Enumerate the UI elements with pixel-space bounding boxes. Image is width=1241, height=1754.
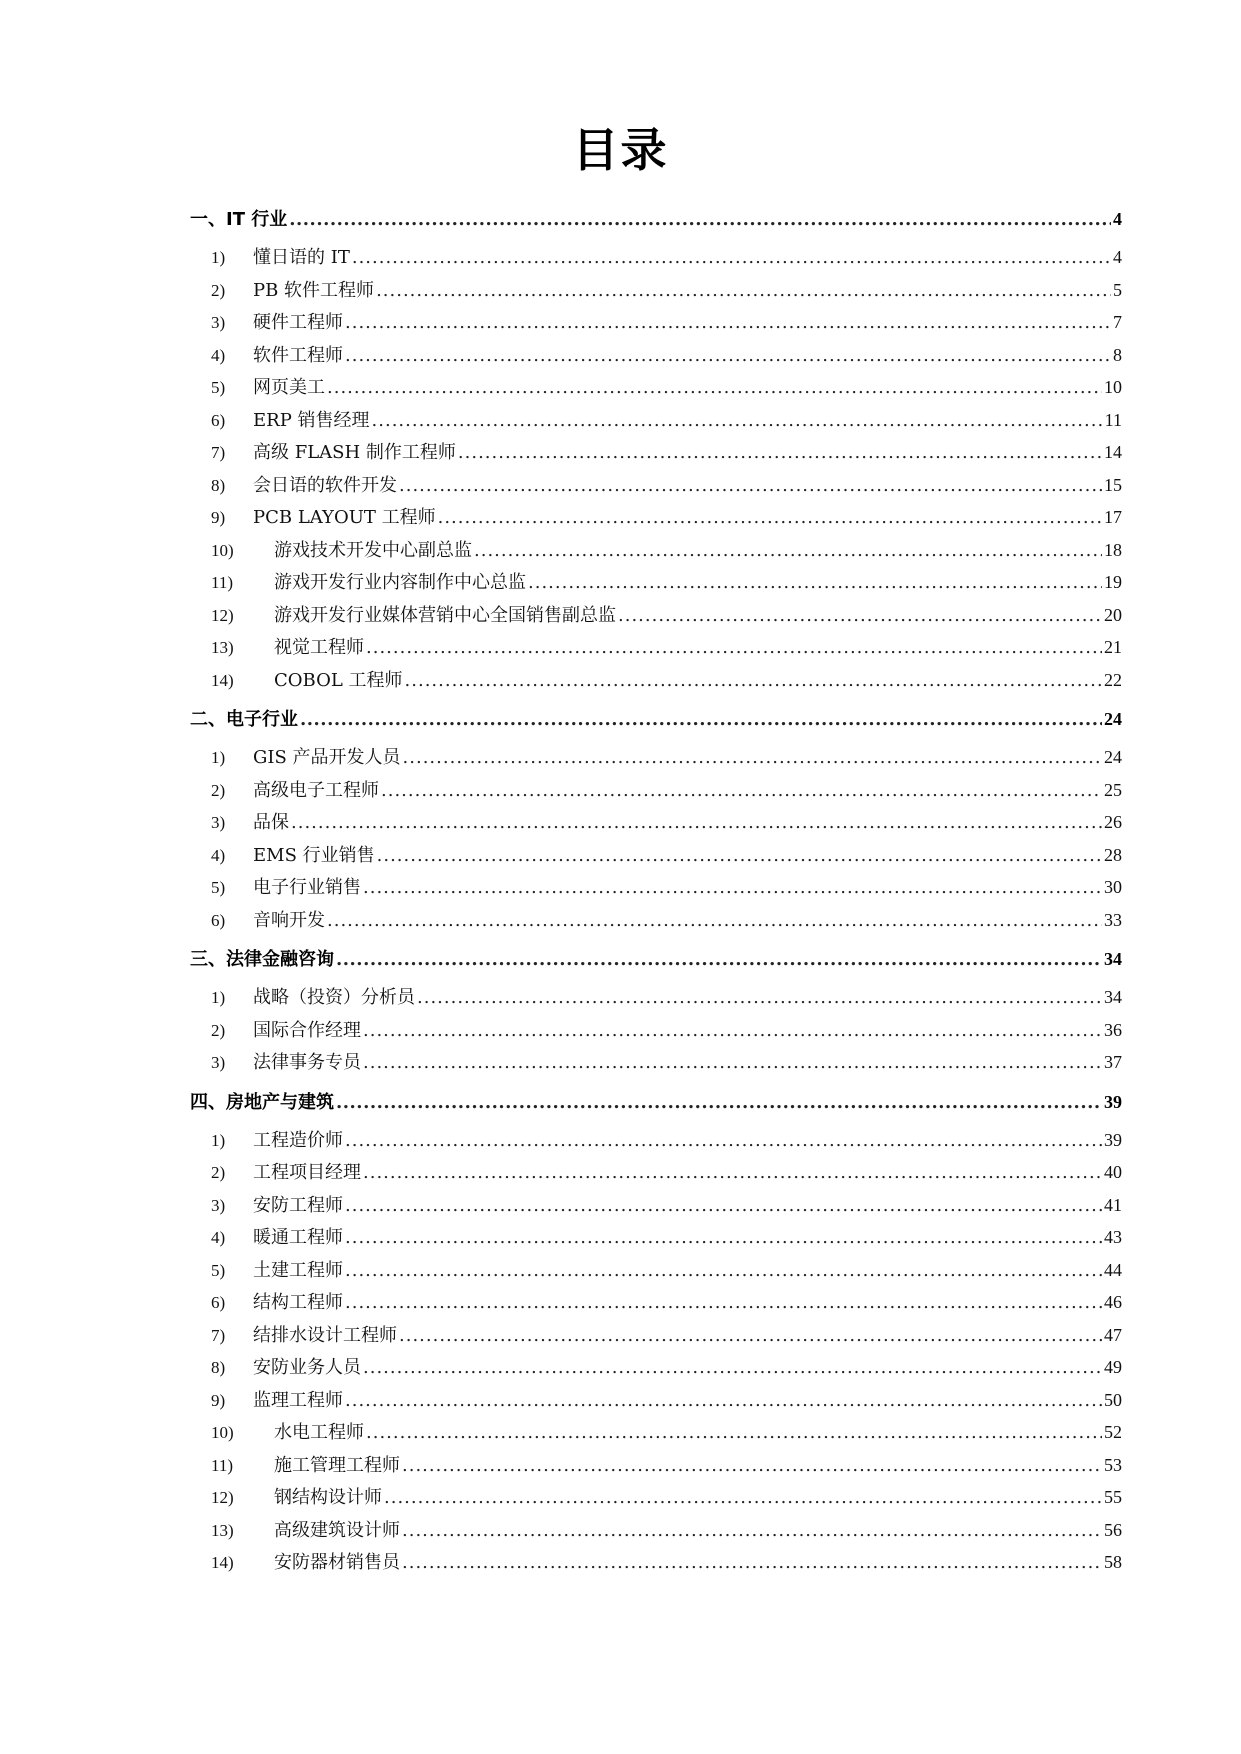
toc-item-entry[interactable] (190, 904, 1122, 937)
item-number: 2) (211, 1020, 226, 1040)
toc-section-entry[interactable] (190, 697, 1122, 741)
dot-leader (372, 405, 1103, 438)
item-number: 3) (211, 813, 226, 832)
toc-item-entry[interactable] (190, 274, 1122, 307)
dot-leader (345, 340, 1111, 373)
item-label: 钢结构设计师 (274, 1487, 382, 1508)
item-label: 高级 FLASH 制作工程师 (253, 442, 456, 463)
item-label: 监理工程师 (253, 1389, 343, 1411)
item-label: 工程造价师 (253, 1129, 343, 1151)
item-label: 安防器材销售员 (274, 1552, 400, 1573)
toc-item-entry[interactable] (190, 339, 1122, 372)
toc-item-entry[interactable] (190, 469, 1122, 502)
item-page-number: 18 (1104, 539, 1122, 560)
item-number: 2) (211, 280, 226, 300)
item-page-number: 49 (1104, 1357, 1122, 1377)
toc-item-entry[interactable] (190, 1254, 1122, 1287)
section-label: 四、房地产与建筑 (190, 1091, 334, 1113)
section-page-number: 4 (1113, 209, 1122, 229)
dot-leader (528, 567, 1102, 600)
toc-item-entry[interactable] (190, 371, 1122, 404)
item-number: 5) (211, 378, 226, 397)
toc-item-entry[interactable] (190, 1221, 1122, 1254)
item-number: 6) (211, 410, 226, 430)
dot-leader (403, 742, 1102, 775)
item-number: 7) (211, 443, 226, 462)
dot-leader (381, 775, 1102, 808)
toc-item-entry[interactable] (190, 774, 1122, 807)
dot-leader (402, 1515, 1102, 1548)
table-of-contents (190, 196, 1122, 1579)
item-label: 电子行业销售 (253, 877, 361, 898)
toc-item-entry[interactable] (190, 631, 1122, 664)
toc-item-entry[interactable] (190, 534, 1122, 567)
item-page-number: 14 (1104, 442, 1122, 462)
dot-leader (345, 1222, 1102, 1255)
item-page-number: 39 (1104, 1129, 1122, 1150)
item-page-number: 10 (1104, 377, 1122, 397)
item-label: 安防工程师 (253, 1194, 343, 1216)
item-number: 9) (211, 508, 226, 527)
item-number: 11) (211, 573, 234, 592)
toc-item-entry[interactable] (190, 1319, 1122, 1352)
item-label: 结构工程师 (253, 1292, 343, 1313)
item-label: 工程项目经理 (253, 1162, 361, 1183)
item-page-number: 28 (1104, 844, 1122, 865)
item-label: COBOL 工程师 (274, 669, 403, 691)
item-label: 安防业务人员 (253, 1357, 361, 1378)
item-label: 视觉工程师 (274, 637, 364, 658)
section-page-number: 24 (1104, 709, 1122, 729)
toc-item-entry[interactable] (190, 1546, 1122, 1579)
dot-leader (405, 665, 1102, 698)
item-page-number: 22 (1104, 669, 1122, 690)
dot-leader (345, 1385, 1102, 1418)
toc-item-entry[interactable] (190, 241, 1122, 274)
toc-item-entry[interactable] (190, 1014, 1122, 1047)
toc-item-entry[interactable] (190, 1124, 1122, 1157)
item-label: 硬件工程师 (253, 312, 343, 333)
item-page-number: 50 (1104, 1389, 1122, 1410)
item-label: 网页美工 (253, 377, 325, 398)
item-number: 2) (211, 780, 226, 800)
item-label: PB 软件工程师 (253, 279, 375, 301)
item-page-number: 41 (1104, 1194, 1122, 1215)
item-number: 2) (211, 1163, 226, 1182)
dot-leader (366, 632, 1102, 665)
dot-leader (352, 242, 1111, 275)
dot-leader (438, 502, 1102, 535)
dot-leader (363, 1157, 1102, 1190)
toc-item-entry[interactable] (190, 501, 1122, 534)
dot-leader (377, 840, 1102, 873)
item-number: 14) (211, 670, 234, 690)
section-page-number: 39 (1104, 1091, 1122, 1112)
item-label: PCB LAYOUT 工程师 (253, 507, 436, 528)
item-number: 5) (211, 878, 226, 897)
item-label: 土建工程师 (253, 1259, 343, 1281)
toc-item-entry[interactable] (190, 1514, 1122, 1547)
item-label: ERP 销售经理 (253, 409, 370, 431)
dot-leader (327, 372, 1102, 405)
toc-item-entry[interactable] (190, 1351, 1122, 1384)
item-number: 10) (211, 540, 234, 560)
toc-item-entry[interactable] (190, 1481, 1122, 1514)
item-label: 水电工程师 (274, 1422, 364, 1443)
item-page-number: 53 (1104, 1454, 1122, 1475)
dot-leader (363, 872, 1102, 905)
toc-item-entry[interactable] (190, 839, 1122, 872)
item-label: GIS 产品开发人员 (253, 747, 401, 768)
dot-leader (376, 275, 1111, 308)
item-page-number: 52 (1104, 1422, 1122, 1442)
item-label: 游戏技术开发中心副总监 (274, 539, 472, 561)
dot-leader (345, 1190, 1102, 1223)
item-number: 10) (211, 1423, 234, 1442)
toc-item-entry[interactable] (190, 436, 1122, 469)
item-page-number: 21 (1104, 637, 1122, 657)
item-page-number: 43 (1104, 1227, 1122, 1247)
section-label: 一、IT 行业 (190, 209, 288, 230)
toc-section-entry[interactable] (190, 1080, 1122, 1124)
item-label: 国际合作经理 (253, 1019, 361, 1041)
toc-item-entry[interactable] (190, 806, 1122, 839)
item-number: 6) (211, 910, 226, 930)
dot-leader (345, 1287, 1102, 1320)
dot-leader (402, 1450, 1102, 1483)
item-page-number: 17 (1104, 507, 1122, 527)
dot-leader (458, 437, 1102, 470)
item-label: 暖通工程师 (253, 1227, 343, 1248)
toc-title: 目录 (572, 123, 669, 177)
item-label: 战略（投资）分析员 (253, 987, 415, 1008)
item-page-number: 40 (1104, 1162, 1122, 1182)
item-number: 3) (211, 313, 226, 332)
item-page-number: 15 (1104, 474, 1122, 495)
toc-item-entry[interactable] (190, 1046, 1122, 1079)
item-page-number: 46 (1104, 1292, 1122, 1312)
item-page-number: 56 (1104, 1519, 1122, 1540)
item-label: 音响开发 (253, 909, 325, 931)
dot-leader (363, 1047, 1102, 1080)
item-number: 14) (211, 1553, 234, 1572)
dot-leader (384, 1482, 1102, 1515)
item-label: 软件工程师 (253, 344, 343, 366)
item-page-number: 5 (1113, 279, 1122, 300)
dot-leader (345, 307, 1111, 340)
item-label: 游戏开发行业媒体营销中心全国销售副总监 (274, 604, 616, 626)
item-number: 4) (211, 345, 226, 365)
item-label: 施工管理工程师 (274, 1454, 400, 1476)
item-number: 5) (211, 1260, 226, 1280)
item-page-number: 55 (1104, 1487, 1122, 1507)
item-number: 4) (211, 1228, 226, 1247)
toc-item-entry[interactable] (190, 1156, 1122, 1189)
item-number: 8) (211, 475, 226, 495)
item-page-number: 24 (1104, 747, 1122, 767)
item-number: 13) (211, 1520, 234, 1540)
dot-leader (417, 982, 1102, 1015)
item-page-number: 58 (1104, 1552, 1122, 1572)
item-number: 9) (211, 1390, 226, 1410)
dot-leader (327, 905, 1102, 938)
item-page-number: 37 (1104, 1052, 1122, 1072)
item-number: 3) (211, 1053, 226, 1072)
item-page-number: 11 (1104, 409, 1122, 430)
toc-item-entry[interactable] (190, 664, 1122, 697)
dot-leader (474, 535, 1102, 568)
dot-leader (402, 1547, 1102, 1580)
item-page-number: 7 (1113, 312, 1122, 332)
section-label: 二、电子行业 (190, 709, 298, 730)
item-page-number: 36 (1104, 1019, 1122, 1040)
item-number: 1) (211, 248, 226, 267)
item-number: 1) (211, 1130, 226, 1150)
dot-leader (363, 1015, 1102, 1048)
item-number: 12) (211, 1488, 234, 1507)
dot-leader (289, 198, 1111, 242)
item-page-number: 8 (1113, 344, 1122, 365)
dot-leader (618, 600, 1102, 633)
item-page-number: 30 (1104, 877, 1122, 897)
dot-leader (345, 1255, 1102, 1288)
item-number: 3) (211, 1195, 226, 1215)
item-page-number: 44 (1104, 1259, 1122, 1280)
dot-leader (363, 1352, 1102, 1385)
dot-leader (345, 1125, 1102, 1158)
item-label: EMS 行业销售 (253, 844, 375, 866)
item-page-number: 47 (1104, 1324, 1122, 1345)
toc-section-entry[interactable] (190, 197, 1122, 241)
item-label: 法律事务专员 (253, 1052, 361, 1073)
item-number: 1) (211, 748, 226, 767)
section-page-number: 34 (1104, 949, 1122, 969)
dot-leader (366, 1417, 1102, 1450)
item-label: 品保 (253, 812, 289, 833)
item-label: 高级建筑设计师 (274, 1519, 400, 1541)
toc-item-entry[interactable] (190, 1286, 1122, 1319)
dot-leader (336, 1081, 1102, 1125)
item-label: 会日语的软件开发 (253, 474, 397, 496)
dot-leader (399, 470, 1102, 503)
item-page-number: 34 (1104, 987, 1122, 1007)
item-number: 7) (211, 1325, 226, 1345)
item-number: 1) (211, 988, 226, 1007)
item-page-number: 4 (1113, 247, 1122, 267)
item-label: 高级电子工程师 (253, 779, 379, 801)
toc-item-entry[interactable] (190, 871, 1122, 904)
toc-item-entry[interactable] (190, 1416, 1122, 1449)
dot-leader (336, 938, 1102, 982)
item-number: 8) (211, 1358, 226, 1377)
item-page-number: 20 (1104, 604, 1122, 625)
dot-leader (300, 698, 1102, 742)
item-number: 6) (211, 1293, 226, 1312)
item-page-number: 33 (1104, 909, 1122, 930)
toc-item-entry[interactable] (190, 1449, 1122, 1482)
item-page-number: 25 (1104, 779, 1122, 800)
toc-item-entry[interactable] (190, 1384, 1122, 1417)
item-number: 13) (211, 638, 234, 657)
item-label: 游戏开发行业内容制作中心总监 (274, 572, 526, 593)
section-label: 三、法律金融咨询 (190, 949, 334, 970)
item-label: 懂日语的 IT (253, 247, 350, 268)
item-label: 结排水设计工程师 (253, 1324, 397, 1346)
item-page-number: 19 (1104, 572, 1122, 592)
item-number: 12) (211, 605, 234, 625)
toc-item-entry[interactable] (190, 306, 1122, 339)
toc-item-entry[interactable] (190, 404, 1122, 437)
toc-item-entry[interactable] (190, 981, 1122, 1014)
dot-leader (399, 1320, 1102, 1353)
item-number: 4) (211, 845, 226, 865)
item-number: 11) (211, 1455, 234, 1475)
toc-item-entry[interactable] (190, 566, 1122, 599)
toc-item-entry[interactable] (190, 741, 1122, 774)
toc-section-entry[interactable] (190, 937, 1122, 981)
item-page-number: 26 (1104, 812, 1122, 832)
dot-leader (291, 807, 1102, 840)
toc-item-entry[interactable] (190, 599, 1122, 632)
toc-item-entry[interactable] (190, 1189, 1122, 1222)
